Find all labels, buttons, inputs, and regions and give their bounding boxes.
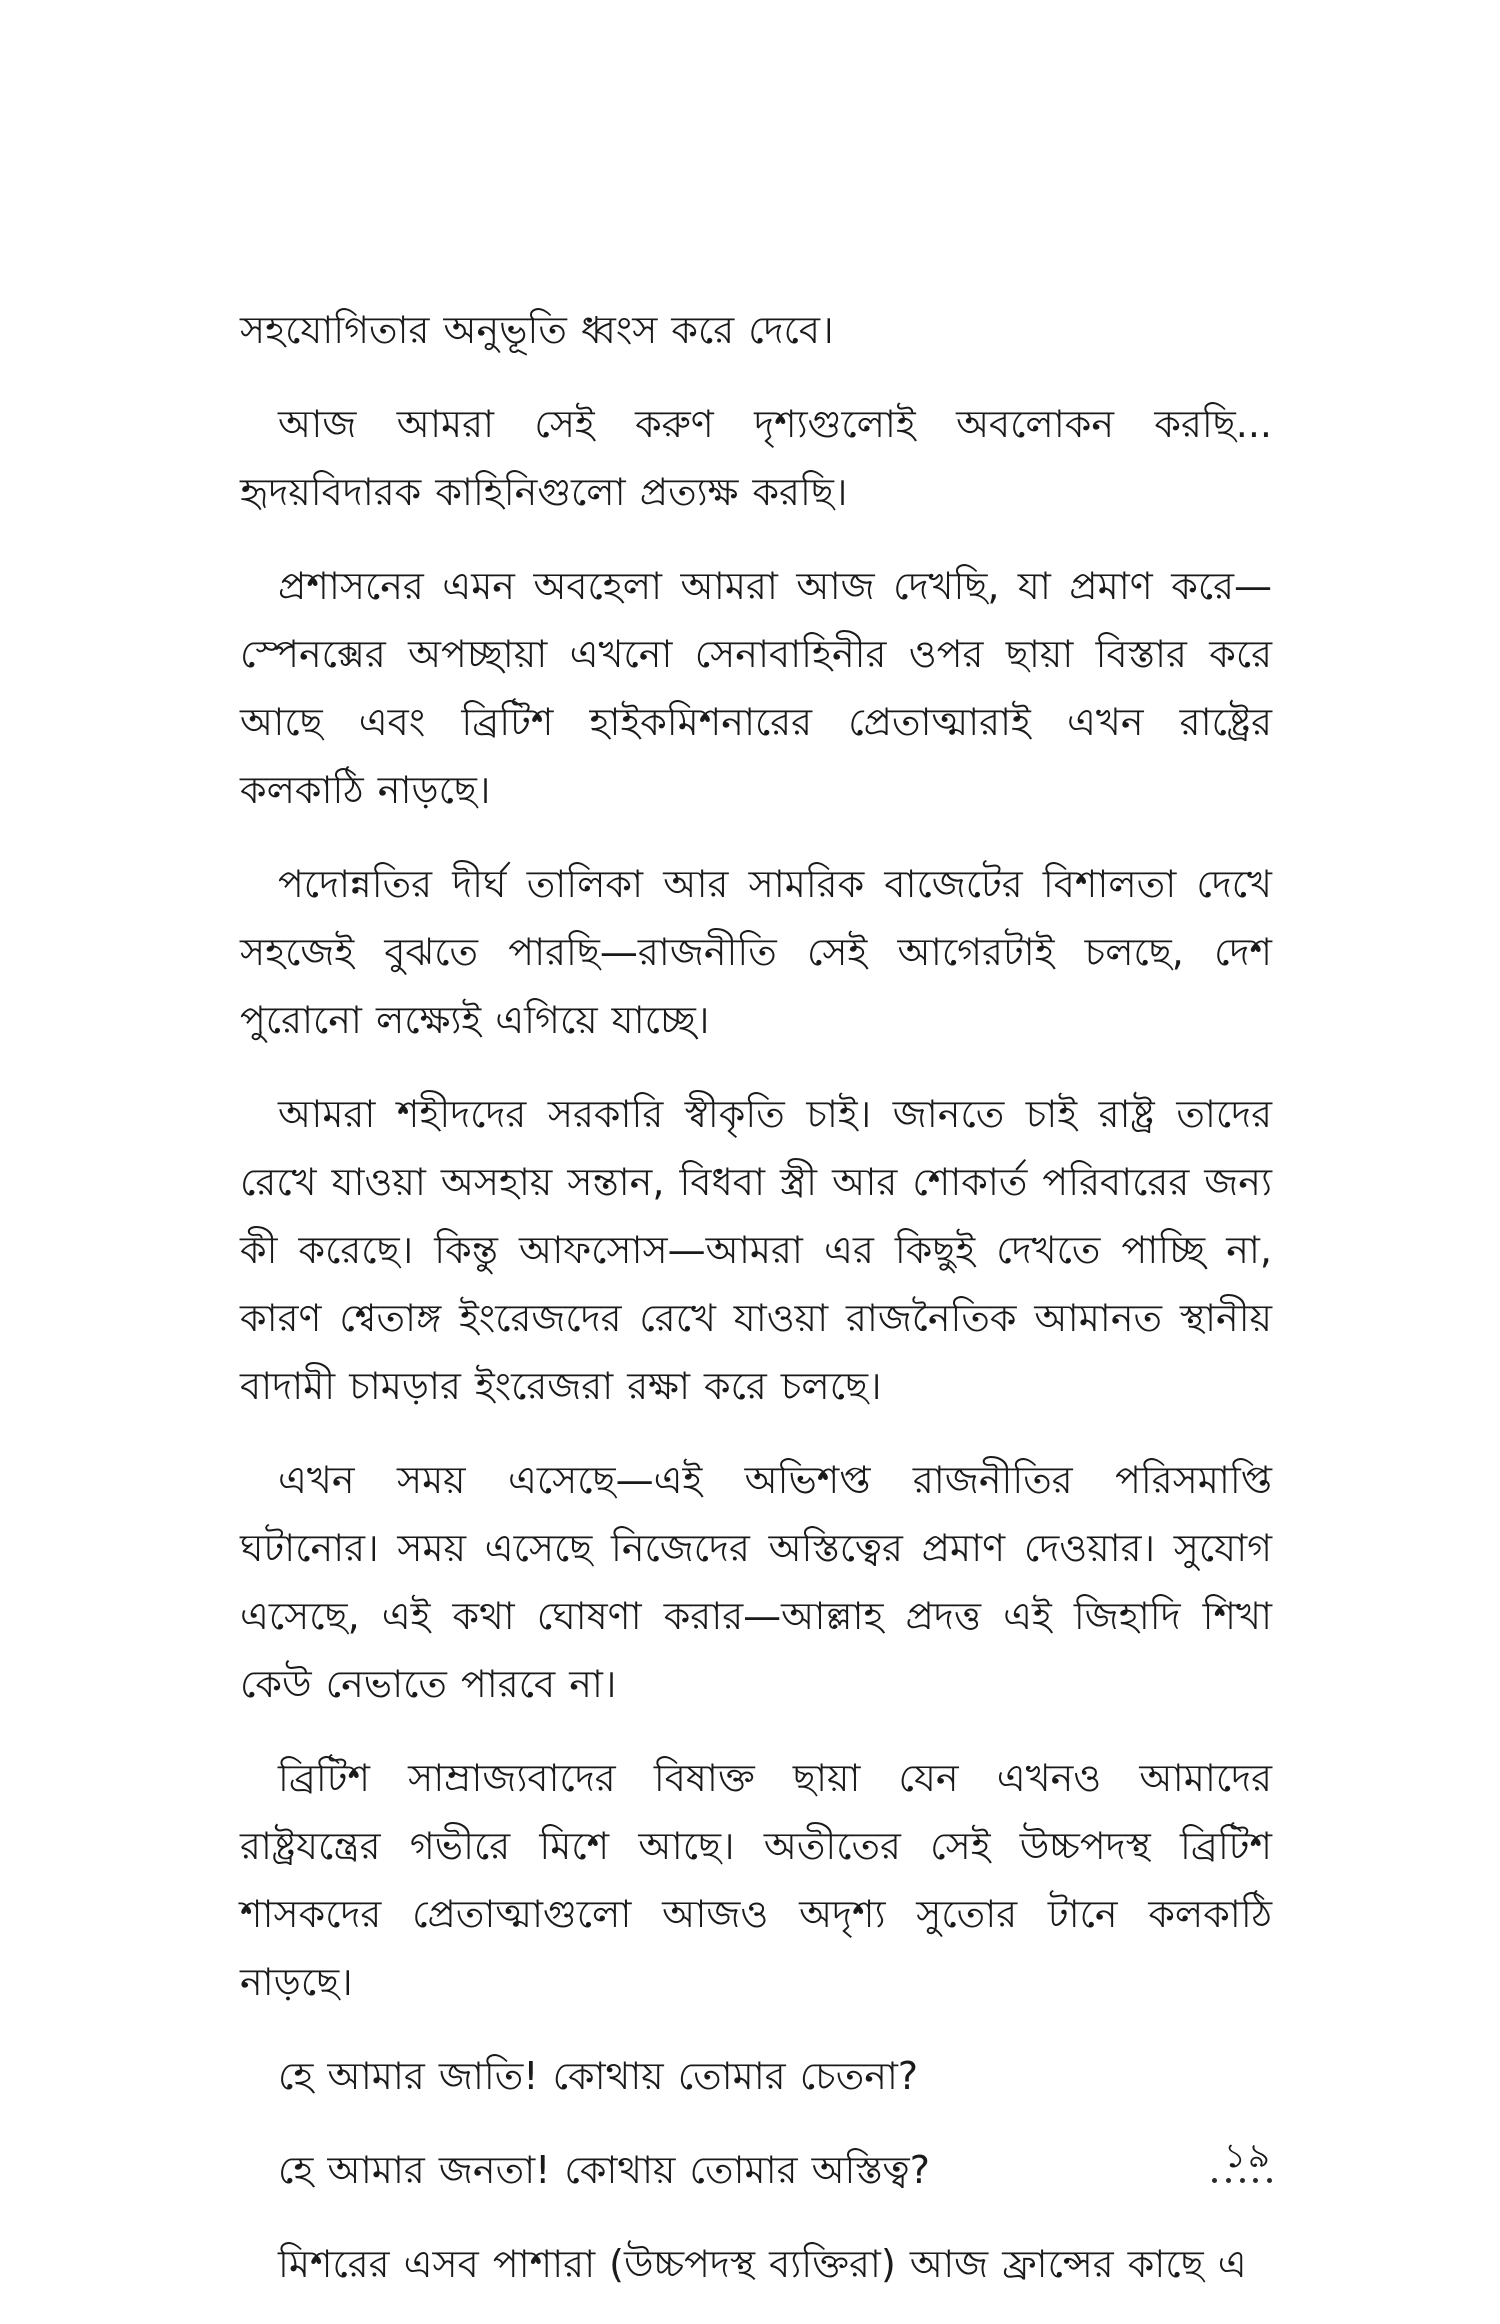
paragraph-nation-consciousness: হে আমার জাতি! কোথায় তোমার চেতনা? — [278, 2054, 919, 2098]
paragraph-martyrs-recognition: আমরা শহীদদের সরকারি স্বীকৃতি চাই। জানতে চাই রাষ্ট্র তাদের রেখে যাওয়া অসহায় সন্তান, বিধবা স্ত্রী আর শোকার্ত পরিবারের জন্য কী করেছে। কিন্তু আফসোস—আমরা এর কিছুই দেখতে পাচ্ছি না, কারণ শ্বেতাঙ্গ ইংরেজদের রেখে যাওয়া রাজনৈতিক আমানত স্থানীয় বাদামী চামড়ার ইংরেজরা রক্ষা করে চলছে। — [240, 1092, 1272, 1408]
ornament-dot — [1240, 2178, 1245, 2183]
paragraph-british-imperialism: ব্রিটিশ সাম্রাজ্যবাদের বিষাক্ত ছায়া যেন এখনও আমাদের রাষ্ট্রযন্ত্রের গভীরে মিশে আছে। অতীতের সেই উচ্চপদস্থ ব্রিটিশ শাসকদের প্রেতাত্মাগুলো আজও অদৃশ্য সুতোর টানে কলকাঠি নাড়ছে। — [240, 1756, 1272, 2004]
paragraph-administration-neglect: প্রশাসনের এমন অবহেলা আমরা আজ দেখছি, যা প্রমাণ করে—স্পেনক্সের অপচ্ছায়া এখনো সেনাবাহিনীর ওপর ছায়া বিস্তার করে আছে এবং ব্রিটিশ হাইকমিশনারের প্রেতাত্মারাই এখন রাষ্ট্রের কলকাঠি নাড়ছে। — [240, 564, 1272, 812]
page-number-dots-ornament — [1212, 2178, 1272, 2186]
ornament-dot — [1267, 2178, 1272, 2183]
ornament-dot — [1212, 2178, 1217, 2183]
ornament-dot — [1253, 2178, 1258, 2183]
paragraph-people-existence: হে আমার জনতা! কোথায় তোমার অস্তিত্ব? — [278, 2148, 930, 2192]
paragraph-time-has-come: এখন সময় এসেছে—এই অভিশপ্ত রাজনীতির পরিসমাপ্তি ঘটানোর। সময় এসেছে নিজেদের অস্তিত্বের প্রমাণ দেওয়ার। সুযোগ এসেছে, এই কথা ঘোষণা করার—আল্লাহ প্রদত্ত এই জিহাদি শিখা কেউ নেভাতে পারবে না। — [240, 1458, 1272, 1706]
page-body-text — [240, 296, 1272, 2324]
page-number: ১৯ — [1223, 2136, 1272, 2176]
paragraph-promotions-budget: পদোন্নতির দীর্ঘ তালিকা আর সামরিক বাজেটের বিশালতা দেখে সহজেই বুঝতে পারছি—রাজনীতি সেই আগেরটাই চলছে, দেশ পুরোনো লক্ষ্যেই এগিয়ে যাচ্ছে। — [240, 862, 1272, 1042]
paragraph-tragic-scenes: আজ আমরা সেই করুণ দৃশ্যগুলোই অবলোকন করছি... হৃদয়বিদারক কাহিনিগুলো প্রত্যক্ষ করছি। — [240, 402, 1272, 514]
paragraph-continuation: সহযোগিতার অনুভূতি ধ্বংস করে দেবে। — [240, 308, 834, 352]
paragraph-egypt-pashas: মিশরের এসব পাশারা (উচ্চপদস্থ ব্যক্তিরা) আজ ফ্রান্সের কাছে এ — [278, 2242, 1247, 2286]
ornament-dot — [1226, 2178, 1231, 2183]
